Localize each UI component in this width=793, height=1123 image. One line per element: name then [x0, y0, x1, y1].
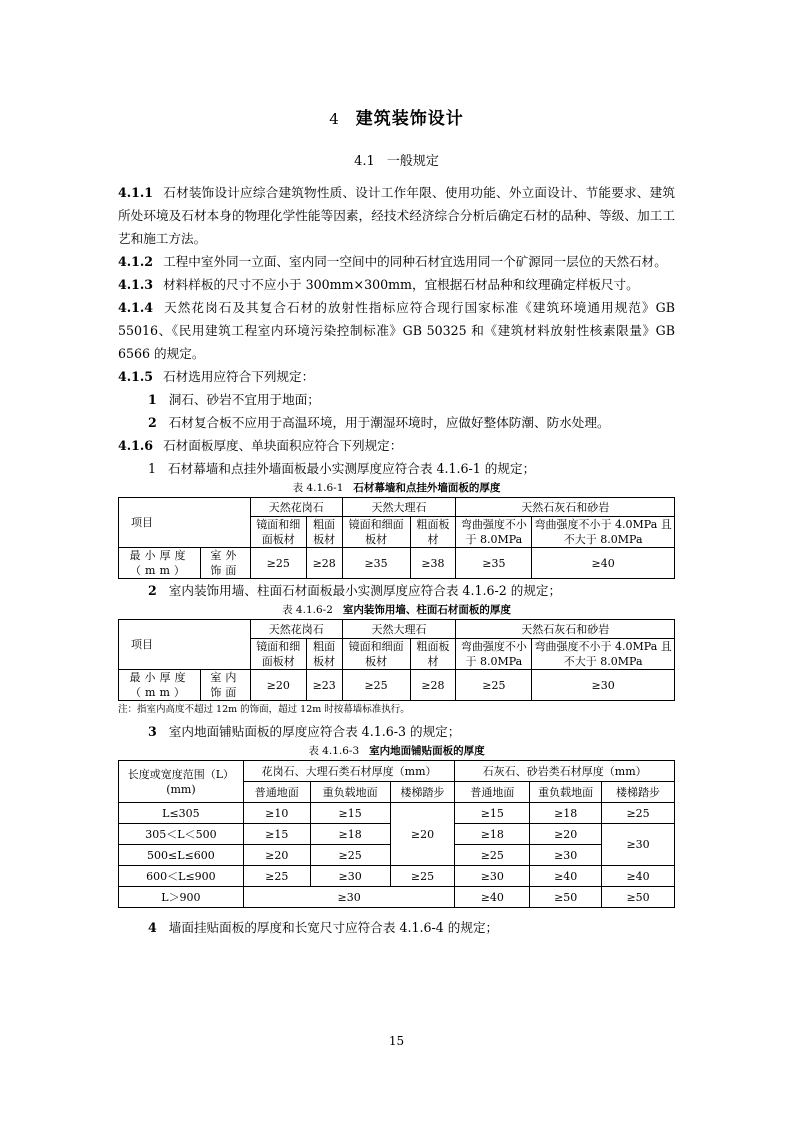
table-row [119, 803, 675, 824]
table-cell: ≥50 [530, 887, 602, 908]
table-cell: ≥40 [532, 548, 675, 579]
table-row [119, 887, 675, 908]
table-row-label: 室内饰面 [200, 670, 250, 701]
table-cell: ≥28 [306, 548, 342, 579]
table-cell: ≥28 [410, 670, 456, 701]
list-item: 2 室内装饰用墙、柱面石材面板最小实测厚度应符合表 4.1.6-2 的规定； [148, 583, 562, 598]
clause-4-1-5: 4.1.5 石材选用应符合下列规定： [118, 369, 315, 384]
table-header: 项目 [119, 498, 251, 548]
table-cell: ≥25 [243, 866, 310, 887]
table-note: 注：指室内高度不超过 12m 的饰面，超过 12m 时按幕墙标准执行。 [118, 704, 410, 715]
table-header: 弯曲强度不小于 4.0MPa 且不大于 8.0MPa [532, 517, 675, 548]
table-header: 石灰石、砂岩类石材厚度（mm） [455, 761, 675, 782]
table-floor-thickness [118, 760, 675, 908]
table-header: 弯曲强度不小于 4.0MPa 且不大于 8.0MPa [532, 639, 675, 670]
list-item: 1 洞石、砂岩不宜用于地面； [148, 392, 320, 407]
list-item: 4 墙面挂贴面板的厚度和长宽尺寸应符合表 4.1.6-4 的规定； [148, 920, 499, 935]
table-cell: ≥20 [530, 824, 602, 845]
table-cell: ≥25 [342, 670, 410, 701]
table-header: 天然大理石 [342, 498, 456, 517]
table-cell: ≥20 [243, 845, 310, 866]
table-header: 楼梯踏步 [390, 782, 455, 803]
table-cell: ≥40 [530, 866, 602, 887]
table-header: 粗面板材 [306, 517, 342, 548]
table-header: 镜面和细面板材 [342, 639, 410, 670]
table-cell: ≥23 [306, 670, 342, 701]
table-cell: ≥35 [342, 548, 410, 579]
body-content [118, 181, 675, 939]
table-header: 粗面板材 [306, 639, 342, 670]
table-cell: ≥18 [530, 803, 602, 824]
table-header: 项目 [119, 620, 251, 670]
table-cell: ≥30 [602, 824, 675, 866]
table-cell: ≥40 [602, 866, 675, 887]
table-header: 普通地面 [243, 782, 310, 803]
table-header: 天然石灰石和砂岩 [456, 620, 675, 639]
table-cell: ≥10 [243, 803, 310, 824]
table-cell: ≥30 [532, 670, 675, 701]
clause-4-1-2: 4.1.2 工程中室外同一立面、室内同一空间中的同种石材宜选用同一个矿源同一层位的天然石材。 [118, 254, 667, 269]
table-header: 弯曲强度不小于 8.0MPa [456, 517, 532, 548]
table-row-label: 500≤L≤600 [119, 845, 244, 866]
table-row-label: 最小厚度（mm） [119, 548, 201, 579]
table-cell: ≥38 [410, 548, 456, 579]
table-header: 普通地面 [455, 782, 530, 803]
table-header: 长度或宽度范围（L）(mm) [119, 761, 244, 803]
table-cell: ≥20 [390, 803, 455, 866]
table-header: 天然大理石 [342, 620, 456, 639]
list-item: 2 石材复合板不应用于高温环境，用于潮湿环境时，应做好整体防潮、防水处理。 [148, 415, 610, 430]
table-row-label: 室外饰面 [200, 548, 250, 579]
list-item: 1 石材幕墙和点挂外墙面板最小实测厚度应符合表 4.1.6-1 的规定； [148, 461, 536, 476]
table-header: 镜面和细面板材 [250, 639, 306, 670]
clause-4-1-6: 4.1.6 石材面板厚度、单块面积应符合下列规定： [118, 438, 403, 453]
table-header: 镜面和细面板材 [250, 517, 306, 548]
section-title: 4.1 一般规定 [354, 154, 439, 169]
table-cell: ≥18 [310, 824, 390, 845]
table-row-label: L≤305 [119, 803, 244, 824]
table-header: 天然石灰石和砂岩 [456, 498, 675, 517]
chapter-title: 4 建筑装饰设计 [329, 109, 464, 129]
table-header: 楼梯踏步 [602, 782, 675, 803]
table-cell: ≥15 [243, 824, 310, 845]
table-cell: ≥25 [250, 548, 306, 579]
table-header: 粗面板材 [410, 517, 456, 548]
table-header: 天然花岗石 [250, 620, 342, 639]
table-cell: ≥25 [455, 845, 530, 866]
table-header: 重负载地面 [530, 782, 602, 803]
table-cell: ≥35 [456, 548, 532, 579]
table-interior-wall-thickness [118, 619, 675, 701]
table-header: 花岗石、大理石类石材厚度（mm） [243, 761, 455, 782]
list-item: 3 室内地面铺贴面板的厚度应符合表 4.1.6-3 的规定； [148, 724, 461, 739]
table-cell: ≥25 [310, 845, 390, 866]
table-cell: ≥50 [602, 887, 675, 908]
table-caption: 表 4.1.6-1 石材幕墙和点挂外墙面板的厚度 [292, 482, 501, 494]
table-cell: ≥25 [602, 803, 675, 824]
table-cell: ≥15 [455, 803, 530, 824]
table-header: 天然花岗石 [250, 498, 342, 517]
clause-4-1-3: 4.1.3 材料样板的尺寸不应小于 300mm×300mm，宜根据石材品种和纹理确定样板尺寸。 [118, 277, 639, 292]
table-cell: ≥25 [390, 866, 455, 887]
table-header: 粗面板材 [410, 639, 456, 670]
table-cell: ≥18 [455, 824, 530, 845]
table-cell: ≥30 [310, 866, 390, 887]
table-cell: ≥40 [455, 887, 530, 908]
table-cell: ≥30 [243, 887, 455, 908]
clause-4-1-4: 4.1.4 天然花岗石及其复合石材的放射性指标应符合现行国家标准《建筑环境通用规范》GB 55016、《民用建筑工程室内环境污染控制标准》GB 50325 和《建筑材料放射性核素限量》GB 6566 的规定。 [118, 300, 675, 361]
table-header: 弯曲强度不小于 8.0MPa [456, 639, 532, 670]
table-cell: ≥20 [250, 670, 306, 701]
table-row-label: 最小厚度（mm） [119, 670, 201, 701]
clause-4-1-1: 4.1.1 石材装饰设计应综合建筑物性质、设计工作年限、使用功能、外立面设计、节能要求、建筑所处环境及石材本身的物理化学性能等因素，经技术经济综合分析后确定石材的品种、等级、加工工艺和施工方法。 [118, 185, 675, 246]
page-number: 15 [388, 1034, 405, 1048]
table-row-label: L＞900 [119, 887, 244, 908]
table-row-label: 305＜L＜500 [119, 824, 244, 845]
table-row-label: 600＜L≤900 [119, 866, 244, 887]
table-cell: ≥30 [530, 845, 602, 866]
table-cell: ≥15 [310, 803, 390, 824]
table-row [119, 866, 675, 887]
table-caption: 表 4.1.6-3 室内地面铺贴面板的厚度 [308, 745, 485, 757]
table-cell: ≥30 [455, 866, 530, 887]
table-header: 重负载地面 [310, 782, 390, 803]
table-header: 镜面和细面板材 [342, 517, 410, 548]
table-facade-thickness [118, 497, 675, 579]
table-cell: ≥25 [456, 670, 532, 701]
table-caption: 表 4.1.6-2 室内装饰用墙、柱面石材面板的厚度 [282, 604, 511, 616]
